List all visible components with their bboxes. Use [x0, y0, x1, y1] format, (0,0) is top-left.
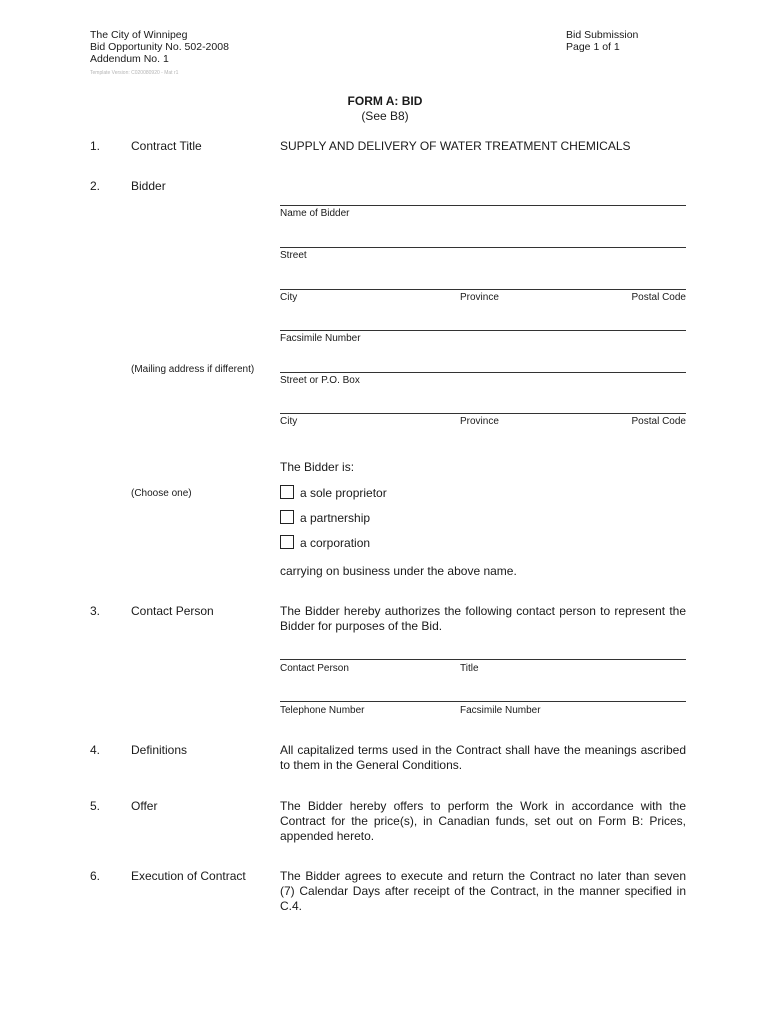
form-title: FORM A: BID — [347, 94, 423, 108]
contact-title-caption: Title — [460, 663, 479, 674]
carrying-on-business-text: carrying on business under the above name. — [280, 564, 517, 578]
mailing-city-caption: City — [280, 416, 298, 427]
contact-authorization-text: The Bidder hereby authorizes the following contact person to represent the Bidder for purposes of the Bid. — [280, 604, 686, 633]
contact-phone-field[interactable] — [280, 701, 686, 702]
contact-person-label: Contact Person — [131, 604, 214, 618]
sole-proprietor-checkbox[interactable] — [280, 485, 294, 499]
definitions-text: All capitalized terms used in the Contract shall have the meanings ascribed to them in the General Conditions. — [280, 743, 686, 772]
contract-title-label: Contract Title — [131, 139, 202, 153]
choose-one-label: (Choose one) — [131, 488, 192, 499]
section-number-6: 6. — [90, 869, 101, 883]
bidder-postal-caption: Postal Code — [631, 292, 686, 303]
mailing-city-field[interactable] — [280, 413, 686, 414]
bidder-city-field[interactable] — [280, 289, 686, 290]
header-org: The City of Winnipeg — [90, 29, 188, 41]
execution-text: The Bidder agrees to execute and return the Contract no later than seven (7) Calendar Days after receipt of the Contract, in the manner specified in C.4. — [280, 869, 686, 913]
partnership-checkbox[interactable] — [280, 510, 294, 524]
mailing-address-label: (Mailing address if different) — [131, 364, 255, 375]
corporation-checkbox[interactable] — [280, 535, 294, 549]
bidder-province-caption: Province — [460, 292, 499, 303]
contact-fax-caption: Facsimile Number — [460, 705, 541, 716]
section-number-1: 1. — [90, 139, 101, 153]
header-bid-opportunity: Bid Opportunity No. 502-2008 — [90, 41, 229, 53]
offer-text: The Bidder hereby offers to perform the Work in accordance with the Contract for the price(s), in Canadian funds, set out on Form B: Prices, appended hereto. — [280, 799, 686, 843]
contract-title-value: SUPPLY AND DELIVERY OF WATER TREATMENT CHEMICALS — [280, 139, 631, 153]
bidder-city-caption: City — [280, 292, 298, 303]
section-number-2: 2. — [90, 179, 101, 193]
section-number-5: 5. — [90, 799, 101, 813]
section-number-3: 3. — [90, 604, 101, 618]
header-left — [90, 29, 229, 65]
sole-proprietor-label: a sole proprietor — [300, 486, 387, 500]
mailing-province-caption: Province — [460, 416, 499, 427]
definitions-label: Definitions — [131, 743, 188, 757]
bidder-street-caption: Street — [280, 250, 307, 261]
header-addendum: Addendum No. 1 — [90, 53, 169, 65]
contact-person-field[interactable] — [280, 659, 686, 660]
bidder-fax-field[interactable] — [280, 330, 686, 331]
mailing-postal-caption: Postal Code — [631, 416, 686, 427]
bidder-name-field[interactable] — [280, 205, 686, 206]
bidder-fax-caption: Facsimile Number — [280, 333, 361, 344]
header-section: Bid Submission — [566, 29, 639, 41]
bidder-is-label: The Bidder is: — [280, 460, 355, 474]
execution-label: Execution of Contract — [131, 869, 246, 883]
mailing-street-caption: Street or P.O. Box — [280, 375, 360, 386]
partnership-label: a partnership — [300, 511, 371, 525]
bidder-name-caption: Name of Bidder — [280, 208, 350, 219]
header-right — [566, 29, 638, 53]
template-version: Template Version: C020080920 - Mat r1 — [90, 70, 179, 76]
form-subtitle: (See B8) — [361, 109, 409, 123]
bidder-label: Bidder — [131, 179, 166, 193]
mailing-street-field[interactable] — [280, 372, 686, 373]
section-number-4: 4. — [90, 743, 101, 757]
offer-label: Offer — [131, 799, 158, 813]
contact-person-caption: Contact Person — [280, 663, 349, 674]
bidder-street-field[interactable] — [280, 247, 686, 248]
header-page: Page 1 of 1 — [566, 41, 620, 53]
telephone-number-caption: Telephone Number — [280, 705, 365, 716]
corporation-label: a corporation — [300, 536, 371, 550]
